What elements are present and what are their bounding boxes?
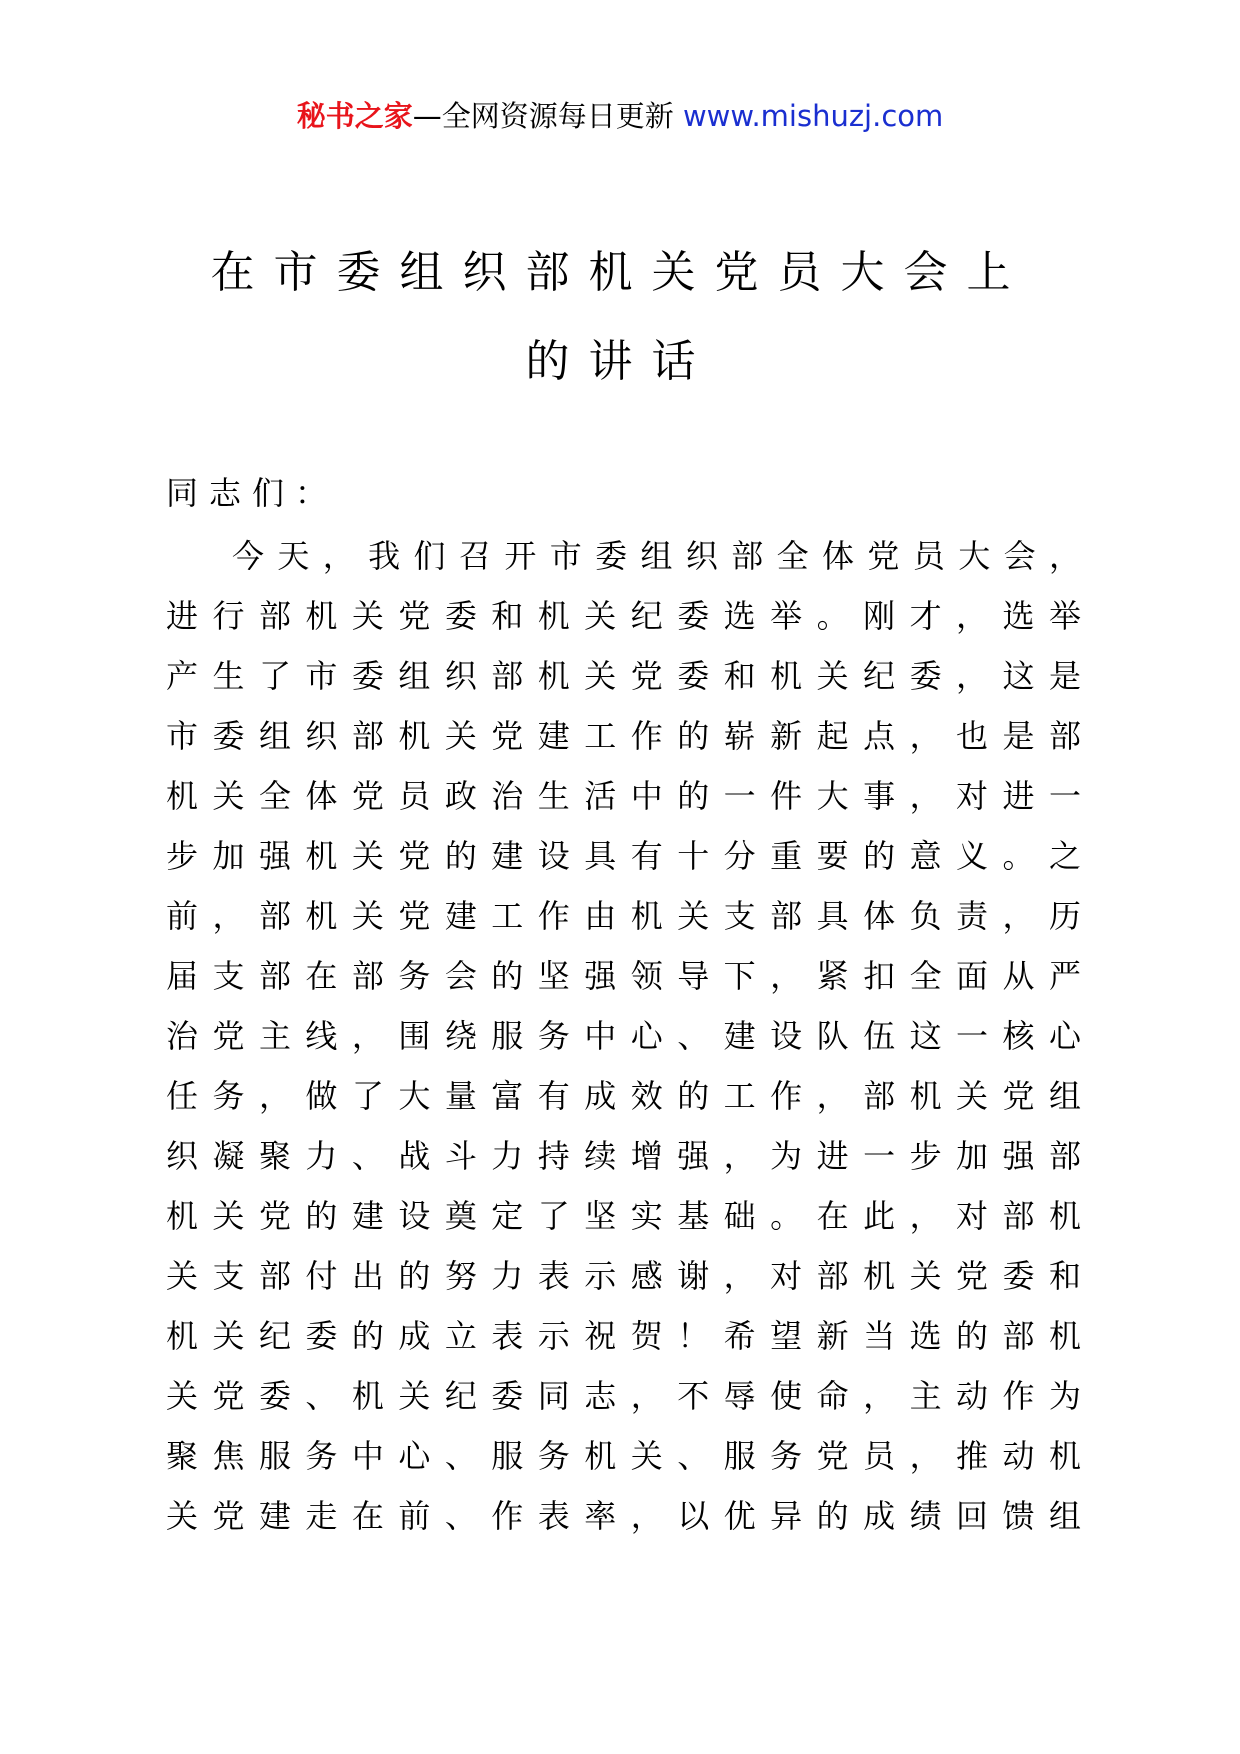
paragraph-line: 机关党的建设奠定了坚实基础。在此，对部机: [166, 1197, 1081, 1235]
paragraph-line: 机关纪委的成立表示祝贺！希望新当选的部机: [166, 1317, 1081, 1355]
paragraph-line: 市委组织部机关党建工作的崭新起点，也是部: [166, 717, 1081, 755]
paragraph-line: 关支部付出的努力表示感谢，对部机关党委和: [166, 1257, 1081, 1295]
paragraph-line: 关党建走在前、作表率，以优异的成绩回馈组: [166, 1497, 1081, 1535]
speech-paragraph: [166, 526, 1081, 1546]
paragraph-line: 今天，我们召开市委组织部全体党员大会，: [232, 537, 1081, 575]
paragraph-line: 织凝聚力、战斗力持续增强，为进一步加强部: [166, 1137, 1081, 1175]
site-slogan: —全网资源每日更新: [412, 99, 683, 133]
salutation: 同志们：: [166, 474, 339, 512]
document-title-line-2: 的讲话: [525, 336, 715, 387]
paragraph-line: 进行部机关党委和机关纪委选举。刚才，选举: [166, 597, 1081, 635]
paragraph-line: 步加强机关党的建设具有十分重要的意义。之: [166, 837, 1081, 875]
site-url-link[interactable]: www.mishuzj.com: [682, 99, 944, 133]
brand-name: 秘书之家: [296, 99, 413, 133]
site-header: [0, 98, 1240, 134]
document-title-line-1: 在市委组织部机关党员大会上: [210, 247, 1030, 298]
paragraph-line: 治党主线，围绕服务中心、建设队伍这一核心: [166, 1017, 1081, 1055]
paragraph-line: 机关全体党员政治生活中的一件大事，对进一: [166, 777, 1081, 815]
paragraph-line: 前，部机关党建工作由机关支部具体负责，历: [166, 897, 1081, 935]
paragraph-line: 届支部在部务会的坚强领导下，紧扣全面从严: [166, 957, 1081, 995]
paragraph-line: 产生了市委组织部机关党委和机关纪委，这是: [166, 657, 1081, 695]
paragraph-line: 聚焦服务中心、服务机关、服务党员，推动机: [166, 1437, 1081, 1475]
paragraph-line: 关党委、机关纪委同志，不辱使命，主动作为: [166, 1377, 1081, 1415]
paragraph-line: 任务，做了大量富有成效的工作，部机关党组: [166, 1077, 1081, 1115]
